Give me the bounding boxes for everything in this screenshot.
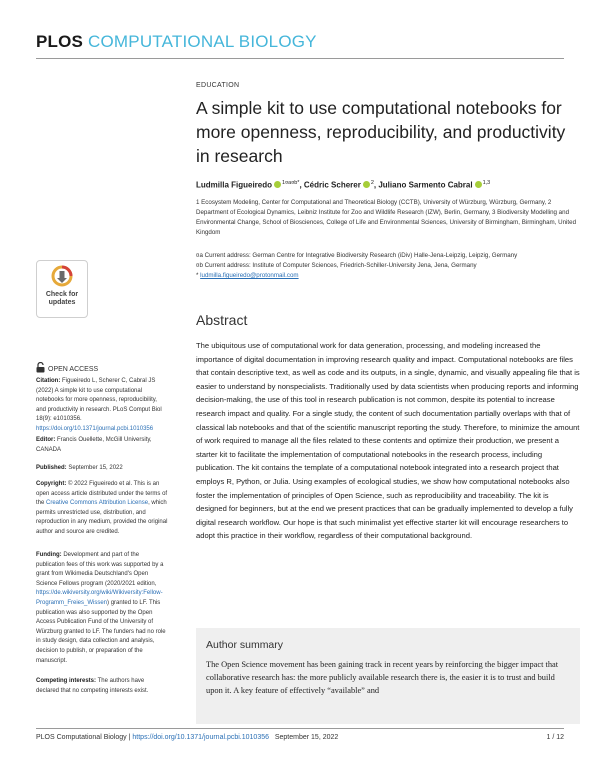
article-title: A simple kit to use computational notebooks for more openness, reproducibility, and productivity in research: [196, 98, 566, 166]
citation-doi-link[interactable]: https://doi.org/10.1371/journal.pcbi.1010356: [36, 425, 154, 432]
corresponding-email-line: [196, 271, 580, 281]
author-list: Ludmilla Figueiredo $^{1¤a¤b*}$, Cédric Scherer $^2$, Juliano Sarmento Cabral $^{1,3}$: [196, 180, 491, 190]
orcid-icon[interactable]: [274, 181, 281, 188]
email-prefix: *: [196, 272, 201, 279]
author-notes: [196, 251, 580, 281]
abstract-text: The ubiquitous use of computational work for data generation, processing, and modeling increased the importance of digital documentation in improving research quality and impact. Computational notebooks are files that contain descriptive text, as well as code and its outputs, in a single, dynamic, and visually appealing file that is easier to understand by nonspecialists. Traditionally used by data scientists when producing reports and informing decision-making, the use of this tool in research publication is not common, despite its potential to increase research impact and quality. For a single study, the content of such documentation partially overlaps with that of classical lab notebooks and that of the scientific manuscript reporting the study. Therefore, to minimize the amount of work required to manage all the files related to these contents and optimize their production, we present a starter kit to facilitate the implementation of computational notebooks in the research process, including publication. The kit contains the template of a computational notebook integrated into a research project that employs R, Python, or Julia. Using examples of ecological studies, we show how computational notebooks also foster the implementation of principles of Open Science, such as reproducibility and traceability. The kit is designed for beginners, but at the end we present practices that can be gradually implemented to develop a fully digital research workflow. Our hope is that such minimalist yet effective starter kit will encourage researchers to adopt this practice in their workflow, regardless of their computational background.: [196, 341, 580, 541]
current-address-b: ¤b Current address: Institute of Computer Sciences, Friedrich-Schiller-University Jena, Jena, Germany: [196, 262, 477, 269]
license-link[interactable]: Creative Commons Attribution License: [46, 500, 149, 507]
page-footer: PLOS Computational Biology | https://doi.org/10.1371/journal.pcbi.1010356 September 15, 2022 1 / 12: [36, 734, 564, 741]
affiliations: 1 Ecosystem Modeling, Center for Computational and Theoretical Biology (CCTB), University of Würzburg, Würzburg, Germany, 2 Department of Ecological Dynamics, Leibniz Institute for Zoo and Wildlife Research (IZW), Berlin, Germany, 3 Biodiversity Modelling and Environmental Change, School of Biosciences, College of Life and Environmental Sciences, University of Birmingham, Birmingham, United Kingdom: [196, 199, 577, 236]
check-updates-icon: [51, 265, 73, 287]
author-name[interactable]: Juliano Sarmento Cabral: [378, 180, 473, 190]
author-summary-text: The Open Science movement has been gaining track in recent years by reinforcing the bigger impact that collaborative research has: the more publicly available research there is, the easier it is to trust and build upon it. A key feature of effectively “available” and: [206, 660, 559, 695]
footer-date: September 15, 2022: [274, 734, 339, 741]
footer-journal: PLOS Computational Biology: [36, 734, 127, 741]
author-name[interactable]: Cédric Scherer: [303, 180, 361, 190]
author-marks: 1,3: [482, 180, 491, 186]
journal-masthead: [36, 32, 317, 52]
orcid-icon[interactable]: [363, 181, 370, 188]
orcid-icon[interactable]: [475, 181, 482, 188]
author-marks: 1¤a¤b*: [282, 180, 300, 186]
check-for-updates-button[interactable]: [36, 260, 88, 318]
author-name[interactable]: Ludmilla Figueiredo: [196, 180, 273, 190]
author-marks: 2: [370, 180, 374, 186]
open-lock-icon: [36, 362, 45, 373]
open-access-label: OPEN ACCESS: [36, 362, 98, 373]
editor-block: Editor: Francis Ouellette, McGill University, CANADA: [36, 437, 152, 453]
competing-interests-block: Competing interests: The authors have declared that no competing interests exist.: [36, 678, 149, 694]
funding-link[interactable]: https://de.wikiversity.org/wiki/Wikiversity:Fellow-Programm_Freies_Wissen: [36, 590, 163, 606]
header-rule: [36, 58, 564, 59]
check-updates-label: Check for updates: [45, 291, 79, 306]
masthead-plos: PLOS: [36, 32, 84, 51]
published-block: Published: September 15, 2022: [36, 465, 123, 471]
footer-doi-link[interactable]: https://doi.org/10.1371/journal.pcbi.1010356: [132, 734, 269, 741]
author-summary-heading: Author summary: [206, 639, 284, 651]
funding-block: Funding: Development and part of the publication fees of this work was supported by a grant from Wikimedia Deutschland's Open Science Fellows program (2020/2021 edition, https://de.wikiversity.org/wiki/Wikiversity:Fellow-Programm_Freies_Wissen) granted to LF. This publication was also supported by the Open Access Publication Fund of the University of Würzburg granted to LF. The funders had no role in study design, data collection and analysis, decision to publish, or preparation of the manuscript.: [36, 552, 166, 664]
corresponding-email-link[interactable]: ludmilla.figueiredo@protonmail.com: [200, 272, 299, 279]
copyright-block: Copyright: © 2022 Figueiredo et al. This is an open access article distributed under the terms of the Creative Commons Attribution License, which permits unrestricted use, distribution, and reproduction in any medium, provided the original author and source are credited.: [36, 481, 168, 535]
citation-block: Citation: Figueiredo L, Scherer C, Cabral JS (2022) A simple kit to use computational notebooks for more openness, reproducibility, and productivity in research. PLoS Comput Biol 18(9): e1010356. https://doi.org/10.1371/journal.pcbi.1010356: [36, 378, 162, 432]
page-number: 1 / 12: [546, 734, 564, 741]
abstract-heading: Abstract: [196, 312, 248, 328]
author-summary-box: [196, 628, 580, 724]
footer-rule: [36, 728, 564, 729]
current-address-a: ¤a Current address: German Centre for Integrative Biodiversity Research (iDiv) Halle-Jena-Leipzig, Leipzig, Germany: [196, 252, 518, 259]
article-section-label: EDUCATION: [196, 82, 240, 89]
masthead-journal: COMPUTATIONAL BIOLOGY: [88, 32, 317, 51]
